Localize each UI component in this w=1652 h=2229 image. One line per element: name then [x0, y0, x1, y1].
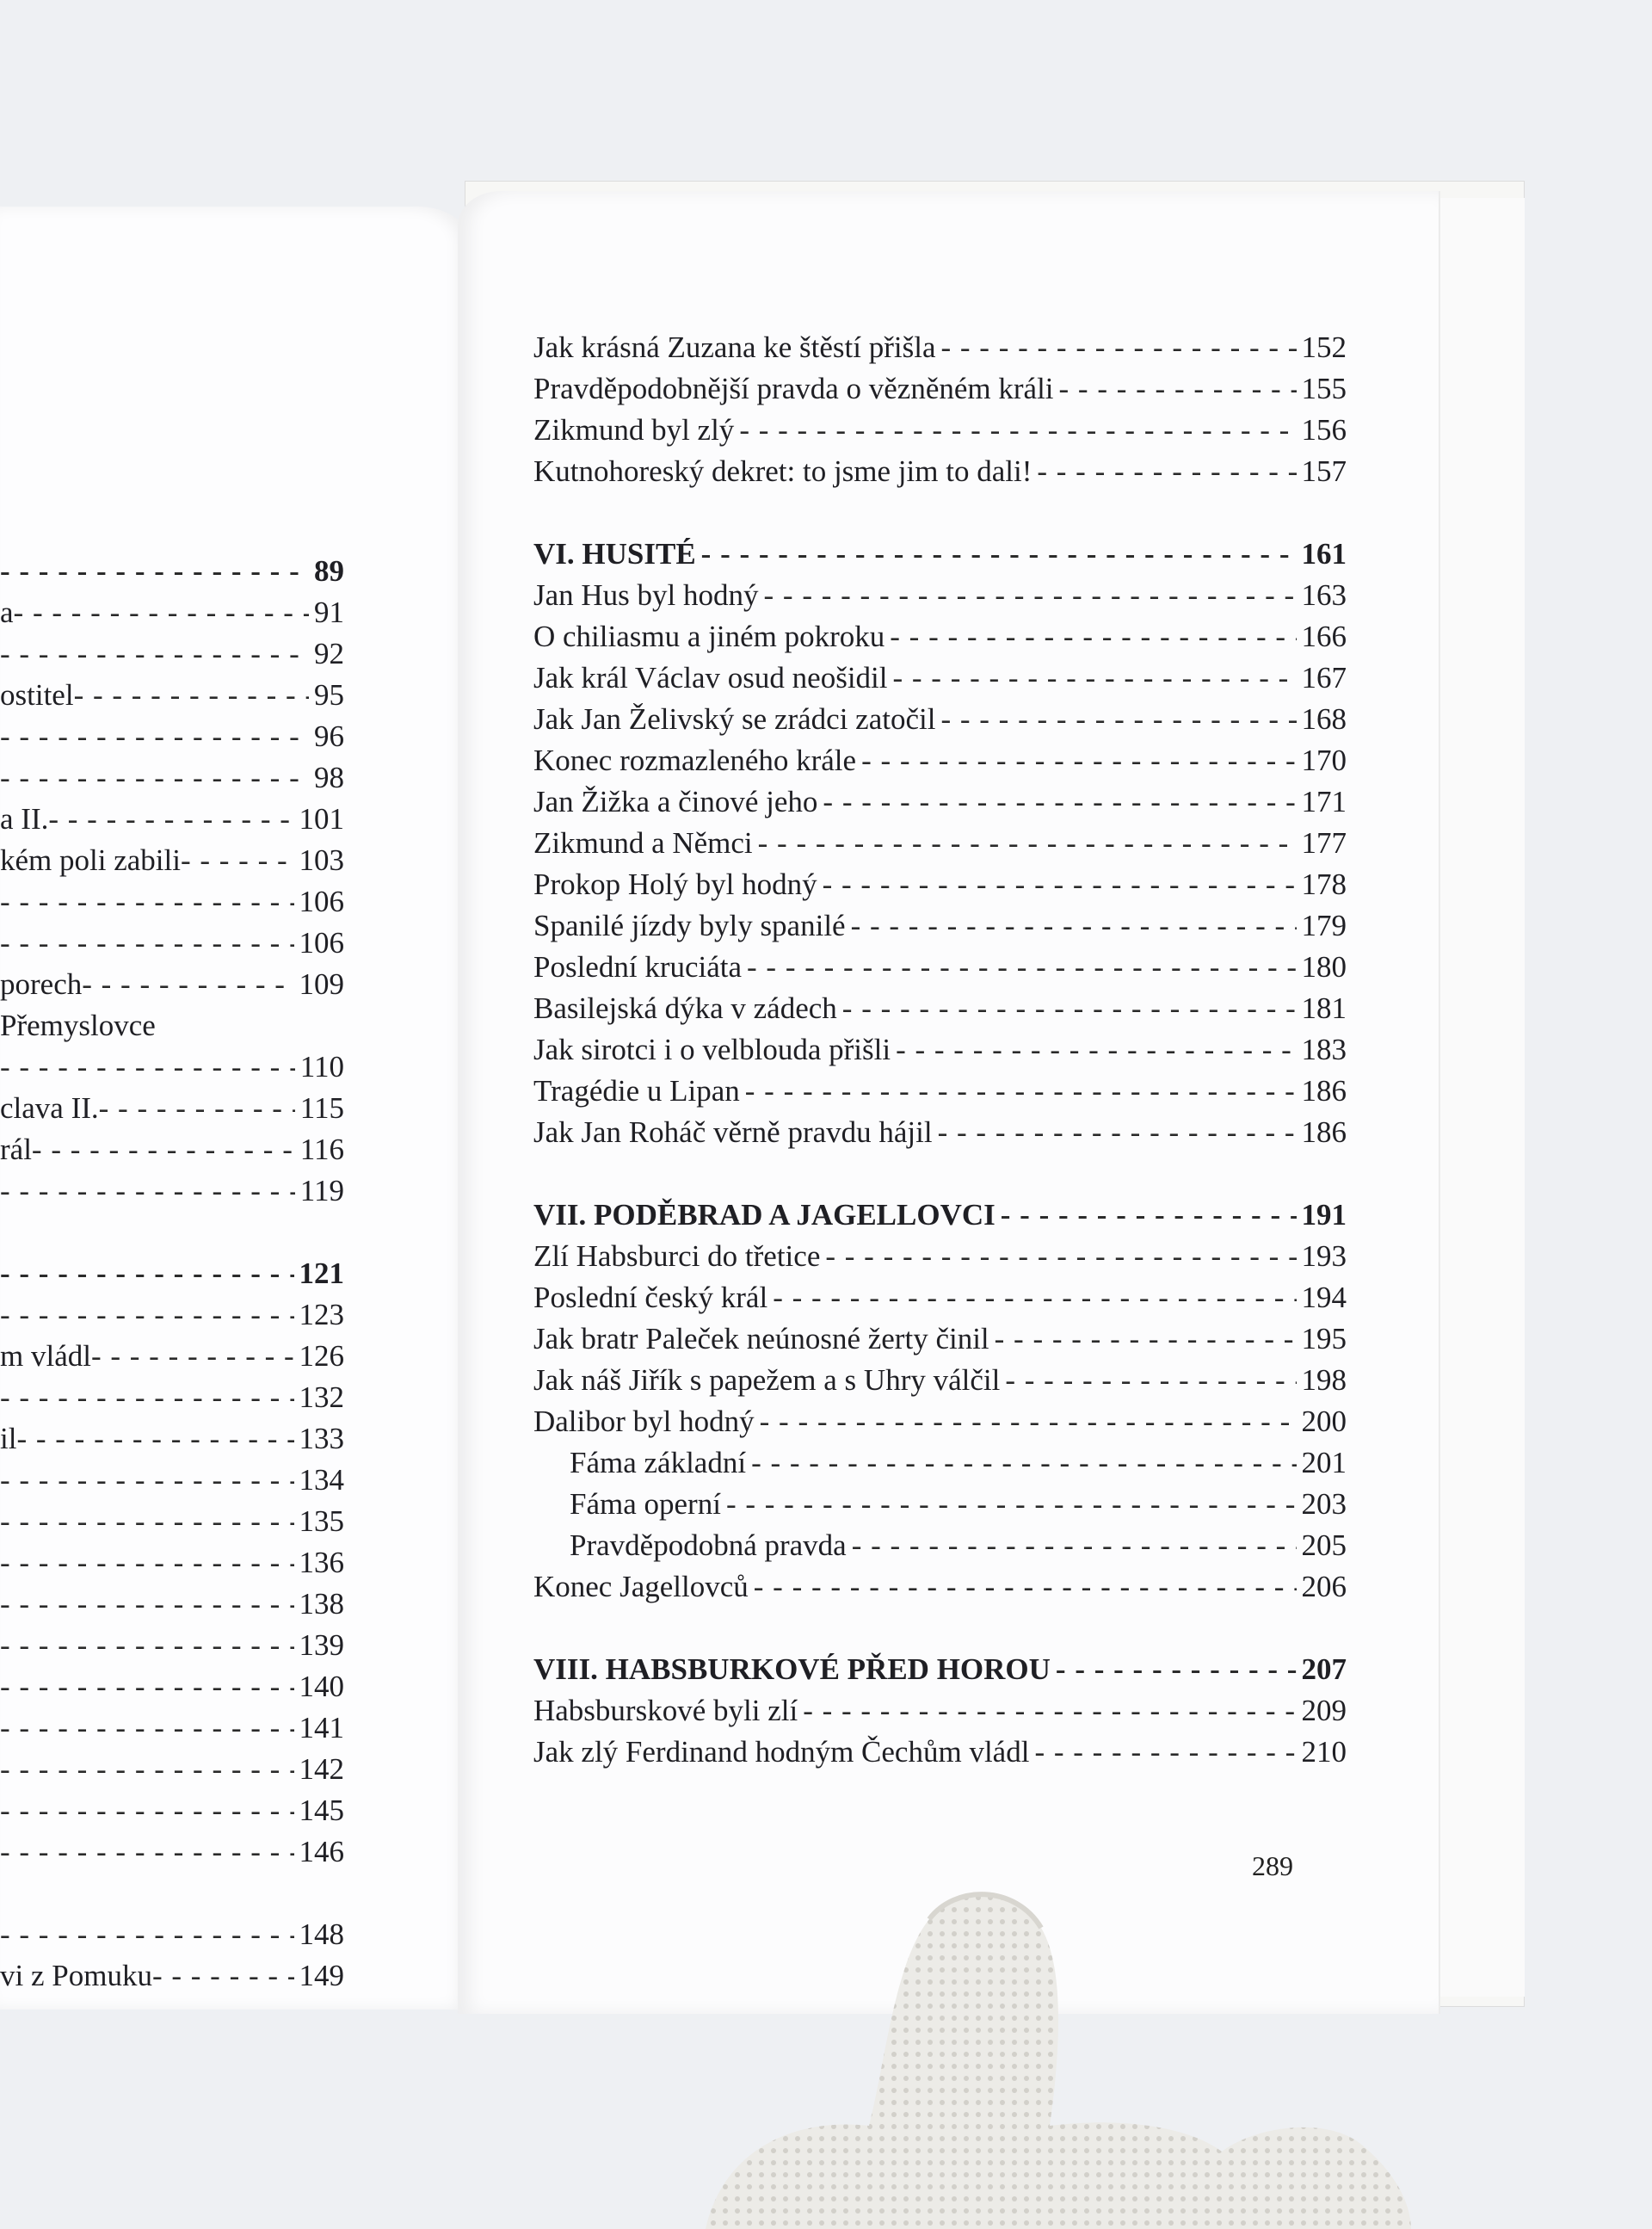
toc-page-number: 103 [299, 843, 344, 877]
toc-entry [533, 1525, 1347, 1566]
toc-page-number: 146 [299, 1835, 344, 1868]
toc-page-number: 110 [299, 1050, 344, 1084]
toc-page-number: 163 [1301, 578, 1347, 612]
toc-entry [0, 1625, 344, 1666]
toc-entry [533, 823, 1347, 864]
toc-leader-dots [0, 1625, 294, 1666]
toc-leader-dots [754, 1566, 1297, 1608]
toc-leader-dots [0, 1790, 294, 1831]
toc-page-number: 142 [299, 1752, 344, 1786]
toc-leader-dots [739, 410, 1296, 451]
toc-entry [0, 881, 344, 923]
toc-page-number: 138 [299, 1587, 344, 1621]
toc-entry [0, 1418, 344, 1460]
toc-entry [0, 1005, 344, 1047]
toc-leader-dots [0, 1666, 294, 1707]
toc-entry [533, 1029, 1347, 1071]
toc-entry-title: Basilejská dýka v zádech [533, 991, 837, 1025]
toc-entry [0, 1047, 344, 1088]
toc-entry [533, 1690, 1347, 1732]
toc-entry [533, 575, 1347, 616]
toc-leader-dots [701, 534, 1297, 575]
toc-page-number: 207 [1301, 1652, 1347, 1686]
toc-leader-dots [99, 1088, 295, 1129]
toc-entry-title: Jak sirotci i o velblouda přišli [533, 1033, 891, 1066]
toc-page-number: 121 [299, 1257, 344, 1290]
toc-entry-title: Jak krásná Zuzana ke štěstí přišla [533, 330, 936, 364]
toc-page-number: 133 [299, 1422, 344, 1455]
toc-page-number: 145 [299, 1794, 344, 1827]
toc-page-number: 91 [314, 596, 344, 629]
toc-page-number: 148 [299, 1917, 344, 1951]
toc-entry [533, 616, 1347, 658]
toc-page-number: 183 [1301, 1033, 1347, 1066]
toc-page-number: 168 [1301, 702, 1347, 736]
toc-section-heading [0, 551, 344, 592]
toc-page-number: 186 [1301, 1115, 1347, 1149]
toc-leader-dots [825, 1236, 1296, 1277]
toc-section-heading [0, 1253, 344, 1294]
toc-entry [0, 1707, 344, 1749]
toc-page-number: 166 [1301, 620, 1347, 653]
toc-entry-title: Zikmund a Němci [533, 826, 753, 860]
toc-entry-title: Konec rozmazleného krále [533, 744, 857, 777]
toc-entry-title: Kutnohoreský dekret: to jsme jim to dali! [533, 454, 1032, 488]
toc-leader-dots [0, 881, 294, 923]
toc-leader-dots [0, 1294, 294, 1336]
toc-page-number: 167 [1301, 661, 1347, 695]
toc-leader-dots [940, 699, 1296, 740]
toc-page-number: 205 [1301, 1528, 1347, 1562]
toc-entry [0, 716, 344, 757]
toc-page-number: 200 [1301, 1405, 1347, 1438]
toc-entry [0, 1542, 344, 1584]
toc-page-number: 132 [299, 1380, 344, 1414]
toc-leader-dots [152, 1955, 294, 1997]
toc-entry-title: Spanilé jízdy byly spanilé [533, 909, 846, 942]
toc-page-number: 193 [1301, 1239, 1347, 1273]
toc-entry-title: a II. [0, 802, 49, 836]
toc-page-number: 191 [1301, 1198, 1347, 1232]
toc-entry [0, 1584, 344, 1625]
toc-entry-title: Jan Hus byl hodný [533, 578, 759, 612]
toc-leader-dots [893, 658, 1297, 699]
toc-entry [533, 1112, 1347, 1153]
toc-page-number: 156 [1301, 413, 1347, 447]
toc-entry [533, 1318, 1347, 1360]
toc-entry [0, 757, 344, 799]
toc-page-number: 186 [1301, 1074, 1347, 1108]
toc-entry [533, 781, 1347, 823]
toc-entry-title: il [0, 1422, 17, 1455]
toc-entry-title: porech [0, 967, 83, 1001]
toc-entry [533, 368, 1347, 410]
toc-entry-title: Tragédie u Lipan [533, 1074, 740, 1108]
toc-page-number: 115 [299, 1091, 344, 1125]
toc-leader-dots [1005, 1360, 1296, 1401]
toc-leader-dots [726, 1484, 1297, 1525]
toc-page-number: 96 [314, 719, 344, 753]
toc-entry [0, 1666, 344, 1707]
section-gap [533, 492, 1347, 534]
toc-entry-title: Jak Jan Roháč věrně pravdu hájil [533, 1115, 933, 1149]
toc-leader-dots [803, 1690, 1296, 1732]
toc-entry-title: Poslední český král [533, 1281, 768, 1314]
toc-leader-dots [74, 675, 309, 716]
toc-leader-dots [852, 1525, 1297, 1566]
toc-page-number: 109 [299, 967, 344, 1001]
toc-page-number: 134 [299, 1463, 344, 1497]
toc-leader-dots [842, 988, 1297, 1029]
toc-entry [533, 1277, 1347, 1318]
toc-leader-dots [0, 551, 309, 592]
toc-leader-dots [1056, 1649, 1297, 1690]
toc-page-number: 170 [1301, 744, 1347, 777]
toc-page-number: 179 [1301, 909, 1347, 942]
toc-page-number: 180 [1301, 950, 1347, 984]
toc-entry-title: Jak král Václav osud neošidil [533, 661, 888, 695]
toc-page-number: 195 [1301, 1322, 1347, 1355]
toc-leader-dots [758, 823, 1297, 864]
toc-entry-title: ostitel [0, 678, 74, 712]
toc-entry [533, 699, 1347, 740]
toc-entry-title: Jak náš Jiřík s papežem a s Uhry válčil [533, 1363, 1001, 1397]
toc-page-number: 194 [1301, 1281, 1347, 1314]
toc-page-number: 136 [299, 1546, 344, 1579]
toc-page-number: 139 [299, 1628, 344, 1662]
toc-page-number: 92 [314, 637, 344, 670]
toc-page-number: 126 [299, 1339, 344, 1373]
toc-entry-title: clava II. [0, 1091, 99, 1125]
toc-page-number: 198 [1301, 1363, 1347, 1397]
toc-leader-dots [823, 781, 1296, 823]
toc-entry [533, 1071, 1347, 1112]
toc-leader-dots [32, 1129, 295, 1170]
page-number: 289 [1252, 1850, 1293, 1881]
toc-leader-dots [995, 1318, 1297, 1360]
toc-entry [0, 1336, 344, 1377]
toc-entry [0, 1749, 344, 1790]
toc-leader-dots [0, 1377, 294, 1418]
toc-page-number: 181 [1301, 991, 1347, 1025]
toc-entry [0, 1790, 344, 1831]
toc-entry-title: kém poli zabili [0, 843, 181, 877]
toc-page-number: 89 [314, 554, 344, 588]
toc-page-number: 141 [299, 1711, 344, 1744]
toc-entry-title: Jak Jan Želivský se zrádci zatočil [533, 702, 936, 736]
toc-entry [0, 1955, 344, 1997]
toc-page-number: 171 [1301, 785, 1347, 818]
toc-entry [0, 1501, 344, 1542]
toc-entry [533, 988, 1347, 1029]
toc-leader-dots [851, 905, 1297, 947]
toc-leader-dots [0, 1707, 294, 1749]
toc-leader-dots [91, 1336, 294, 1377]
toc-leader-dots [0, 1047, 295, 1088]
toc-leader-dots [861, 740, 1296, 781]
toc-entry [533, 1732, 1347, 1773]
toc-entry-title: Zikmund byl zlý [533, 413, 735, 447]
toc-entry [533, 658, 1347, 699]
toc-entry [533, 410, 1347, 451]
toc-section-heading [533, 1195, 1347, 1236]
toc-leader-dots [82, 964, 293, 1005]
toc-page-number: 101 [299, 802, 344, 836]
toc-leader-dots [823, 864, 1297, 905]
toc-leader-dots [747, 947, 1296, 988]
toc-entry [0, 923, 344, 964]
toc-leader-dots [751, 1442, 1296, 1484]
left-page [0, 207, 469, 2010]
toc-entry [0, 840, 344, 881]
toc-page-number: 161 [1301, 537, 1347, 571]
toc-entry-title: Prokop Holý byl hodný [533, 868, 817, 901]
toc-entry-title: Pravděpodobnější pravda o vězněném králi [533, 372, 1054, 405]
toc-leader-dots [181, 840, 294, 881]
toc-page-number: 106 [299, 885, 344, 918]
toc-entry [533, 327, 1347, 368]
toc-leader-dots [890, 616, 1296, 658]
toc-entry-title: Fáma operní [570, 1487, 721, 1521]
toc-section-heading [533, 534, 1347, 575]
toc-entry [0, 1377, 344, 1418]
toc-page-number: 177 [1301, 826, 1347, 860]
toc-entry [0, 799, 344, 840]
toc-leader-dots [764, 575, 1297, 616]
toc-leader-dots [1001, 1195, 1297, 1236]
toc-page-number: 206 [1301, 1570, 1347, 1603]
toc-entry-title: Konec Jagellovců [533, 1570, 749, 1603]
toc-entry-title: VII. PODĚBRAD A JAGELLOVCI [533, 1198, 996, 1232]
toc-entry-title: Poslední kruciáta [533, 950, 743, 984]
toc-entry [533, 1484, 1347, 1525]
toc-entry [0, 1129, 344, 1170]
toc-page-number: 201 [1301, 1446, 1347, 1479]
toc-page-number: 135 [299, 1504, 344, 1538]
toc-leader-dots [14, 592, 309, 633]
toc-entry-title: vi z Pomuku [0, 1959, 152, 1992]
toc-page-number: 95 [314, 678, 344, 712]
toc-entry-title: VI. HUSITÉ [533, 537, 696, 571]
toc-page-number: 149 [299, 1959, 344, 1992]
toc-page-number: 116 [299, 1133, 344, 1166]
toc-leader-dots [0, 1914, 294, 1955]
toc-page-number: 152 [1301, 330, 1347, 364]
toc-leader-dots [0, 1253, 294, 1294]
toc-leader-dots [940, 327, 1296, 368]
toc-entry-title: Přemyslovce [0, 1009, 156, 1042]
toc-entry [533, 905, 1347, 947]
toc-leader-dots [938, 1112, 1297, 1153]
toc-entry [533, 1360, 1347, 1401]
toc-entry [0, 675, 344, 716]
toc-leader-dots [0, 1749, 294, 1790]
book-cover-edge [1428, 198, 1525, 1997]
toc-leader-dots [16, 1418, 293, 1460]
toc-entry-title: Dalibor byl hodný [533, 1405, 755, 1438]
toc-entry [533, 1236, 1347, 1277]
toc-entry-title: VIII. HABSBURKOVÉ PŘED HOROU [533, 1652, 1051, 1686]
toc-entry-title: Jak zlý Ferdinand hodným Čechům vládl [533, 1735, 1030, 1769]
toc-page-number: 178 [1301, 868, 1347, 901]
left-toc-list [0, 551, 344, 1997]
toc-leader-dots [0, 1542, 294, 1584]
toc-entry [0, 1914, 344, 1955]
toc-leader-dots [0, 1501, 294, 1542]
toc-entry [533, 947, 1347, 988]
toc-entry-title: Pravděpodobná pravda [570, 1528, 847, 1562]
toc-leader-dots [0, 1584, 294, 1625]
toc-entry [0, 964, 344, 1005]
toc-leader-dots [0, 1170, 295, 1212]
toc-leader-dots [1034, 1732, 1296, 1773]
toc-entry [533, 740, 1347, 781]
section-gap [0, 1873, 344, 1914]
toc-page-number: 203 [1301, 1487, 1347, 1521]
toc-page-number: 123 [299, 1298, 344, 1331]
toc-entry [0, 1831, 344, 1873]
toc-leader-dots [745, 1071, 1297, 1112]
toc-leader-dots [1037, 451, 1296, 492]
section-gap [533, 1608, 1347, 1649]
toc-page-number: 106 [299, 926, 344, 960]
toc-leader-dots [0, 1460, 294, 1501]
toc-entry [533, 451, 1347, 492]
toc-entry-title: O chiliasmu a jiném pokroku [533, 620, 885, 653]
toc-leader-dots [48, 799, 293, 840]
toc-entry-title: Fáma základní [570, 1446, 747, 1479]
toc-page-number: 155 [1301, 372, 1347, 405]
toc-entry-title: Habsburskové byli zlí [533, 1694, 798, 1727]
toc-entry-title: Zlí Habsburci do třetice [533, 1239, 821, 1273]
toc-entry [0, 1170, 344, 1212]
toc-leader-dots [0, 1831, 294, 1873]
toc-leader-dots [0, 757, 309, 799]
toc-entry-title: a [0, 596, 14, 629]
toc-leader-dots [896, 1029, 1296, 1071]
right-toc-list [533, 327, 1347, 1773]
section-gap [533, 1153, 1347, 1195]
toc-entry-title: Jak bratr Paleček neúnosné žerty činil [533, 1322, 989, 1355]
toc-leader-dots [760, 1401, 1297, 1442]
toc-leader-dots [773, 1277, 1296, 1318]
toc-entry [533, 864, 1347, 905]
toc-entry-title: Jan Žižka a činové jeho [533, 785, 818, 818]
section-gap [0, 1212, 344, 1253]
toc-entry [533, 1566, 1347, 1608]
toc-entry-title: m vládl [0, 1339, 91, 1373]
toc-entry [0, 592, 344, 633]
toc-entry [533, 1401, 1347, 1442]
toc-entry [0, 1294, 344, 1336]
toc-entry [0, 1460, 344, 1501]
gloved-thumb [671, 1868, 1600, 2229]
toc-page-number: 98 [314, 761, 344, 794]
toc-leader-dots [1059, 368, 1297, 410]
toc-leader-dots [0, 716, 309, 757]
toc-leader-dots [0, 633, 309, 675]
toc-entry [0, 1088, 344, 1129]
toc-entry-title: rál [0, 1133, 32, 1166]
toc-entry [533, 1442, 1347, 1484]
toc-page-number: 210 [1301, 1735, 1347, 1769]
toc-page-number: 157 [1301, 454, 1347, 488]
toc-leader-dots [0, 923, 294, 964]
toc-page-number: 119 [299, 1174, 344, 1207]
toc-page-number: 140 [299, 1670, 344, 1703]
toc-page-number: 209 [1301, 1694, 1347, 1727]
toc-entry [0, 633, 344, 675]
toc-section-heading [533, 1649, 1347, 1690]
